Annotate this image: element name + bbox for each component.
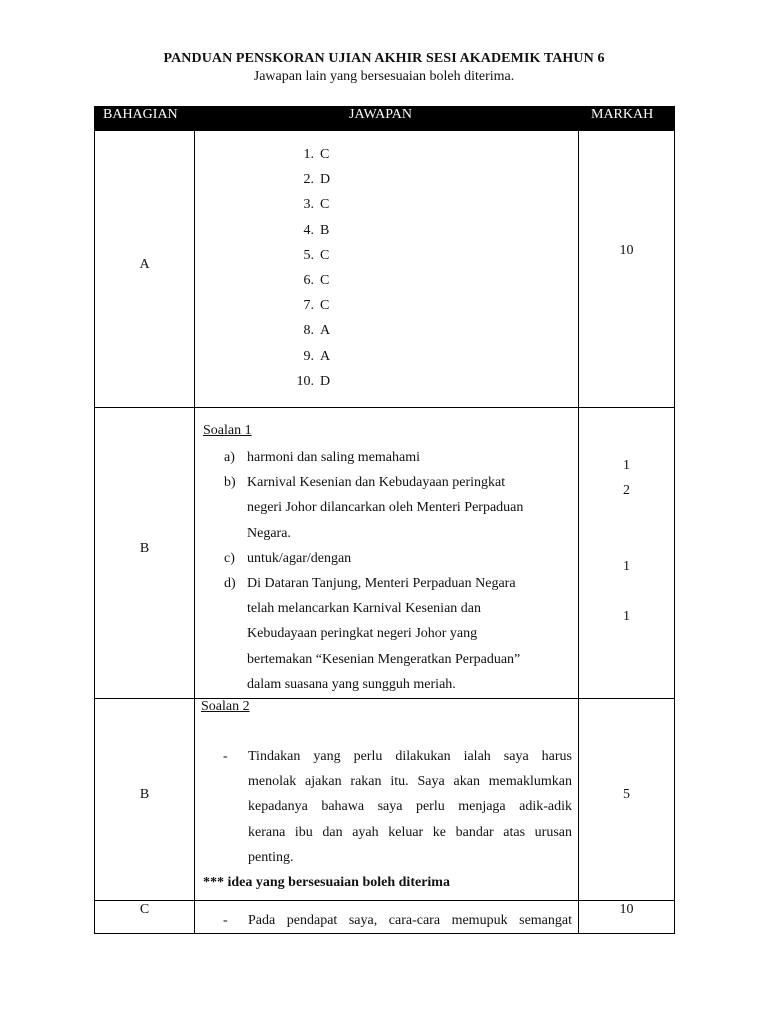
- item-label: a): [224, 450, 235, 465]
- section-c-answer-text: Pada pendapat saya, cara-cara memupuk semangat: [248, 913, 572, 928]
- bahagian-c: C: [139, 902, 150, 917]
- item-label: c): [224, 550, 235, 566]
- answer-number: 5.: [303, 247, 314, 263]
- document-subtitle: Jawapan lain yang bersesuaian boleh diterima.: [253, 69, 515, 84]
- table-header: [94, 106, 675, 131]
- answer-text-line: penting.: [248, 849, 294, 865]
- answer-value: A: [320, 348, 331, 364]
- answer-text-line: kepadanya bahawa saya perlu menjaga adik-adik: [248, 799, 572, 815]
- header-jawapan: JAWAPAN: [349, 107, 412, 122]
- answer-number: 9.: [303, 348, 314, 364]
- column-divider: [194, 699, 195, 900]
- item-text-line: negeri Johor dilancarkan oleh Menteri Perpaduan: [247, 500, 524, 516]
- item-label: d): [224, 576, 236, 591]
- list-item: [290, 293, 330, 318]
- answer-number: 1.: [303, 147, 314, 162]
- column-divider: [194, 901, 195, 933]
- bahagian-a: A: [139, 257, 150, 272]
- item-text-line: Karnival Kesenian dan Kebudayaan peringkat: [247, 475, 506, 491]
- answer-value: A: [320, 323, 331, 339]
- answer-number: 3.: [303, 197, 314, 213]
- answer-value: D: [320, 373, 331, 389]
- list-item: [218, 546, 568, 571]
- answer-number: 7.: [303, 298, 314, 314]
- dash-marker: -: [223, 913, 228, 928]
- scoring-table: [94, 131, 675, 934]
- answer-text-line: Tindakan yang perlu dilakukan ialah saya harus: [248, 749, 572, 764]
- answer-number: 4.: [303, 222, 314, 238]
- list-item: [218, 571, 568, 697]
- item-text-line: Di Dataran Tanjung, Menteri Perpaduan Negara: [247, 576, 516, 591]
- list-item: [218, 470, 568, 546]
- answer-value: C: [320, 147, 330, 162]
- answer-text-line: kerana ibu dan ayah keluar ke bandar atas urusan: [248, 824, 572, 840]
- list-item: [290, 192, 330, 217]
- list-item: [290, 243, 330, 268]
- list-item: [290, 268, 330, 293]
- list-item: [218, 445, 568, 470]
- bahagian-b1: B: [139, 541, 150, 556]
- header-bahagian: BAHAGIAN: [103, 107, 178, 122]
- answer-value: C: [320, 247, 330, 263]
- soalan-2-heading: Soalan 2: [201, 699, 250, 714]
- item-text: [247, 470, 567, 546]
- idea-note: *** idea yang bersesuaian boleh diterima: [203, 875, 450, 890]
- list-item: [290, 167, 330, 192]
- markah-b1-a: 1: [623, 458, 630, 473]
- answer-value: C: [320, 273, 330, 289]
- row-section-c: [95, 901, 674, 934]
- header-markah: MARKAH: [591, 107, 654, 122]
- list-item: [290, 218, 330, 243]
- document-title: PANDUAN PENSKORAN UJIAN AKHIR SESI AKADEMIK TAHUN 6: [163, 51, 605, 66]
- row-section-a: [95, 131, 674, 408]
- list-item: [290, 318, 330, 343]
- column-divider: [578, 408, 579, 698]
- markah-b2: 5: [623, 787, 630, 802]
- column-divider: [194, 408, 195, 698]
- answer-value: C: [320, 298, 330, 314]
- item-label: b): [224, 475, 236, 491]
- item-text-line: bertemakan “Kesenian Mengeratkan Perpaduan”: [247, 651, 521, 667]
- item-text-line: Kebudayaan peringkat negeri Johor yang: [247, 626, 478, 642]
- item-text-line: harmoni dan saling memahami: [247, 450, 421, 465]
- item-text-line: Negara.: [247, 525, 291, 541]
- list-item: [290, 369, 330, 394]
- soalan-1-heading: Soalan 1: [203, 423, 252, 438]
- item-text: [247, 546, 567, 571]
- row-section-b-soalan-1: [95, 408, 674, 699]
- answer-text-line: menolak ajakan rakan itu. Saya akan memaklumkan: [248, 774, 572, 790]
- dash-marker: -: [223, 749, 228, 764]
- column-divider: [194, 131, 195, 407]
- markah-b1-d: 1: [623, 609, 630, 624]
- row-section-b-soalan-2: [95, 699, 674, 901]
- bahagian-b2: B: [139, 787, 150, 802]
- markah-c: 10: [619, 902, 634, 917]
- column-divider: [578, 131, 579, 407]
- answer-number: 8.: [303, 323, 314, 339]
- list-item: [290, 142, 330, 167]
- item-text: [247, 445, 567, 470]
- answer-number: 10.: [296, 373, 314, 389]
- item-text-line: dalam suasana yang sungguh meriah.: [247, 676, 456, 692]
- answer-value: C: [320, 197, 330, 213]
- answer-list-a: [290, 142, 330, 394]
- markah-a: 10: [619, 243, 634, 258]
- item-text: [247, 571, 567, 697]
- list-item: [290, 344, 330, 369]
- markah-b1-c: 1: [623, 559, 630, 574]
- answer-value: D: [320, 172, 331, 188]
- answer-value: B: [320, 222, 330, 238]
- answer-number: 2.: [303, 172, 314, 188]
- soalan-2-answer-text: [248, 744, 572, 870]
- answer-number: 6.: [303, 273, 314, 289]
- item-text-line: untuk/agar/dengan: [247, 550, 352, 566]
- item-text-line: telah melancarkan Karnival Kesenian dan: [247, 601, 482, 617]
- markah-b1-b: 2: [623, 483, 630, 498]
